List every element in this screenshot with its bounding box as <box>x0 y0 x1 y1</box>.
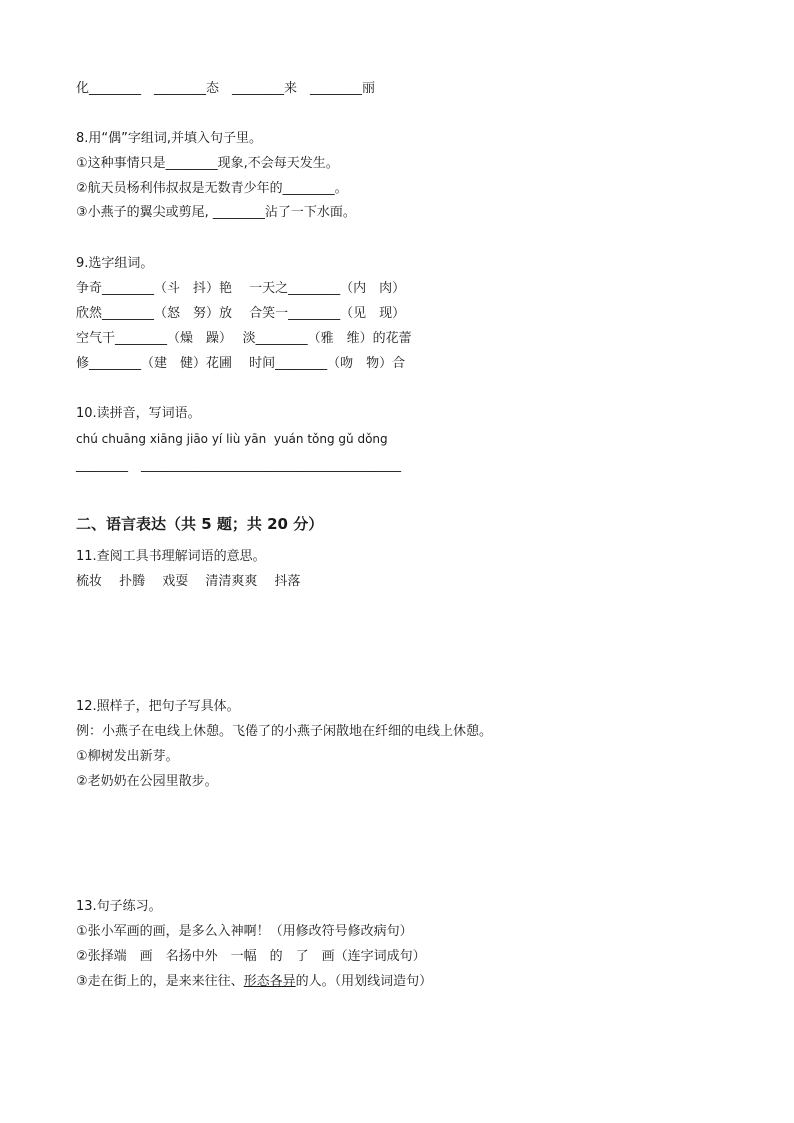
q9-row-3: 空气干________（燥 躁） 淡________（雅 维）的花蕾 <box>76 331 412 346</box>
q12-example: 例：小燕子在电线上休憩。飞倦了的小燕子闲散地在纤细的电线上休憩。 <box>76 724 493 739</box>
q9-row-2: 欣然________（怒 努）放 合笑一________（见 现） <box>76 306 406 321</box>
q10-blanks: ________ ________________________________________ <box>76 458 401 473</box>
q8-title: 8.用“偶”字组词,并填入句子里。 <box>76 131 263 146</box>
q13-title: 13.句子练习。 <box>76 899 162 914</box>
q10-title: 10.读拼音，写词语。 <box>76 406 201 421</box>
q9-row-4: 修________（建 健）花圃 时间________（吻 物）合 <box>76 356 406 371</box>
q12-item-2: ②老奶奶在公园里散步。 <box>76 774 218 789</box>
q12-item-1: ①柳树发出新芽。 <box>76 749 179 764</box>
q8-item-2: ②航天员杨利伟叔叔是无数青少年的________。 <box>76 181 348 196</box>
q10-pinyin: chú chuāng xiāng jiāo yí liù yān yuán tǒng gǔ dǒng <box>76 432 388 446</box>
q13-item-2: ②张择端 画 名扬中外 一幅 的 了 画（连字词成句） <box>76 949 426 964</box>
section-2-title: 二、语言表达（共 5 题；共 20 分） <box>76 515 324 533</box>
q13-item-3-prefix: ③走在街上的，是来来往往、 <box>76 974 244 989</box>
q8-item-1: ①这种事情只是________现象,不会每天发生。 <box>76 156 339 171</box>
q13-underlined-phrase: 形态各异 <box>243 974 296 989</box>
word-blanks-line: 化________ ________态 ________来 ________丽 <box>76 81 376 96</box>
q11-words: 梳妆 扑腾 戏耍 清清爽爽 抖落 <box>76 574 301 589</box>
q12-title: 12.照样子，把句子写具体。 <box>76 699 240 714</box>
q8-item-3: ③小燕子的翼尖或剪尾, ________沾了一下水面。 <box>76 205 356 220</box>
q11-title: 11.查阅工具书理解词语的意思。 <box>76 549 266 564</box>
q13-item-3-suffix: 的人。（用划线词造句） <box>295 974 433 989</box>
q9-title: 9.选字组词。 <box>76 256 154 271</box>
q13-item-1: ①张小军画的画，是多么入神啊！（用修改符号修改病句） <box>76 924 413 939</box>
q9-row-1: 争奇________（斗 抖）艳 一天之________（内 肉） <box>76 281 406 296</box>
q13-item-3 <box>76 973 432 991</box>
